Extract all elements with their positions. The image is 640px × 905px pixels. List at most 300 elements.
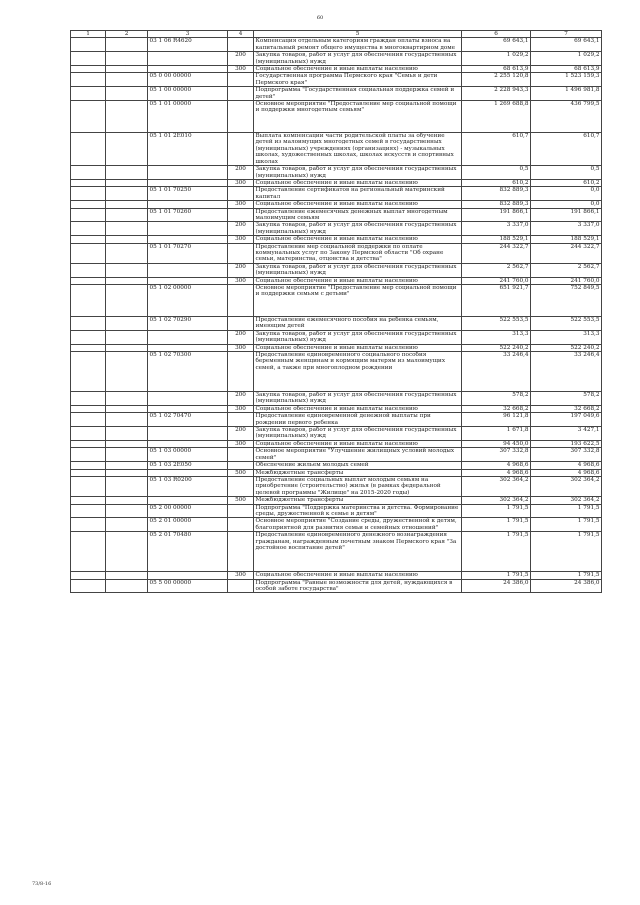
cell-col-1 — [71, 497, 106, 504]
table-row — [71, 208, 602, 222]
cell-amount-2: 241 760,0 — [531, 277, 602, 284]
cell-col-2 — [106, 330, 148, 344]
cell-expense-type: 300 — [228, 344, 254, 351]
cell-target-code: 05 5 00 00000 — [148, 579, 228, 593]
cell-amount-2: 313,3 — [531, 330, 602, 344]
cell-amount-1: 3 337,0 — [462, 222, 531, 236]
table-header-row — [71, 31, 602, 38]
cell-col-2 — [106, 243, 148, 263]
table-row — [71, 330, 602, 344]
cell-col-2 — [106, 38, 148, 52]
cell-target-code — [148, 179, 228, 186]
cell-expense-type — [228, 285, 254, 317]
cell-name: Предоставление сертификатов на региональный материнский капитал — [254, 187, 462, 201]
cell-amount-2: 0,0 — [531, 201, 602, 208]
cell-col-2 — [106, 52, 148, 66]
cell-target-code: 03 1 06 R4620 — [148, 38, 228, 52]
cell-expense-type — [228, 187, 254, 201]
table-row — [71, 476, 602, 496]
cell-expense-type — [228, 243, 254, 263]
cell-amount-2: 1 791,5 — [531, 504, 602, 518]
cell-amount-2: 244 322,7 — [531, 243, 602, 263]
cell-col-1 — [71, 263, 106, 277]
cell-expense-type: 300 — [228, 405, 254, 412]
cell-name: Закупка товаров, работ и услуг для обеспечения государственных (муниципальных) нужд — [254, 427, 462, 441]
cell-amount-1: 578,2 — [462, 392, 531, 406]
cell-amount-2: 188 529,1 — [531, 236, 602, 243]
cell-amount-2: 2 562,7 — [531, 263, 602, 277]
cell-amount-1: 832 889,3 — [462, 201, 531, 208]
cell-target-code — [148, 166, 228, 180]
cell-col-2 — [106, 277, 148, 284]
cell-col-1 — [71, 462, 106, 469]
cell-amount-1: 188 529,1 — [462, 236, 531, 243]
document-code: 73/8-16 — [32, 881, 52, 887]
cell-col-2 — [106, 392, 148, 406]
cell-expense-type — [228, 87, 254, 101]
cell-expense-type — [228, 579, 254, 593]
cell-col-1 — [71, 236, 106, 243]
cell-amount-2: 1 791,5 — [531, 572, 602, 579]
cell-name: Предоставление ежемесячных денежных выплат многодетным малоимущим семьям — [254, 208, 462, 222]
cell-amount-1: 313,3 — [462, 330, 531, 344]
cell-col-2 — [106, 179, 148, 186]
cell-target-code: 05 1 03 R0200 — [148, 476, 228, 496]
cell-col-2 — [106, 405, 148, 412]
cell-col-1 — [71, 440, 106, 447]
cell-col-1 — [71, 73, 106, 87]
cell-name: Основное мероприятие "Улучшение жилищных условий молодых семей" — [254, 448, 462, 462]
cell-amount-1: 1 269 688,8 — [462, 101, 531, 133]
cell-amount-1: 94 450,0 — [462, 440, 531, 447]
cell-col-1 — [71, 277, 106, 284]
cell-col-1 — [71, 330, 106, 344]
cell-col-1 — [71, 243, 106, 263]
cell-name: Предоставление единовременного денежного вознаграждения гражданам, награжденным почетным знаком Пермского края "За достойное воспитание детей" — [254, 532, 462, 572]
cell-name: Подпрограмма "Равные возможности для детей, нуждающихся в особой заботе государства" — [254, 579, 462, 593]
table-row — [71, 518, 602, 532]
cell-amount-1: 1 791,5 — [462, 518, 531, 532]
cell-col-1 — [71, 469, 106, 476]
cell-expense-type — [228, 317, 254, 331]
cell-expense-type — [228, 462, 254, 469]
column-header-4: 4 — [228, 31, 254, 38]
cell-name: Закупка товаров, работ и услуг для обеспечения государственных (муниципальных) нужд — [254, 330, 462, 344]
cell-amount-2: 610,2 — [531, 179, 602, 186]
column-header-2: 2 — [106, 31, 148, 38]
cell-target-code: 05 1 03 00000 — [148, 448, 228, 462]
cell-expense-type: 200 — [228, 392, 254, 406]
cell-amount-1: 4 968,6 — [462, 469, 531, 476]
cell-col-2 — [106, 413, 148, 427]
cell-amount-2: 522 240,2 — [531, 344, 602, 351]
cell-name: Социальное обеспечение и иные выплаты населению — [254, 236, 462, 243]
cell-name: Закупка товаров, работ и услуг для обеспечения государственных (муниципальных) нужд — [254, 166, 462, 180]
cell-target-code — [148, 392, 228, 406]
cell-expense-type — [228, 504, 254, 518]
page-number: 60 — [316, 15, 324, 21]
cell-expense-type — [228, 101, 254, 133]
cell-amount-2: 3 337,0 — [531, 222, 602, 236]
cell-target-code — [148, 263, 228, 277]
cell-amount-1: 1 029,2 — [462, 52, 531, 66]
cell-col-2 — [106, 440, 148, 447]
cell-col-1 — [71, 344, 106, 351]
cell-target-code — [148, 52, 228, 66]
cell-col-1 — [71, 208, 106, 222]
cell-amount-2: 32 668,2 — [531, 405, 602, 412]
cell-target-code: 05 1 02 70290 — [148, 317, 228, 331]
cell-col-1 — [71, 285, 106, 317]
cell-col-2 — [106, 66, 148, 73]
cell-target-code — [148, 344, 228, 351]
cell-amount-2: 610,7 — [531, 133, 602, 166]
cell-expense-type — [228, 476, 254, 496]
table-row — [71, 352, 602, 392]
cell-target-code: 05 0 00 00000 — [148, 73, 228, 87]
table-row — [71, 222, 602, 236]
table-row — [71, 469, 602, 476]
cell-amount-2: 4 968,6 — [531, 469, 602, 476]
table-row — [71, 133, 602, 166]
cell-target-code: 05 1 01 70250 — [148, 187, 228, 201]
cell-col-1 — [71, 222, 106, 236]
cell-col-1 — [71, 317, 106, 331]
cell-target-code: 05 1 01 70260 — [148, 208, 228, 222]
cell-col-2 — [106, 572, 148, 579]
cell-expense-type: 300 — [228, 236, 254, 243]
cell-amount-2: 302 364,2 — [531, 497, 602, 504]
cell-name: Социальное обеспечение и иные выплаты населению — [254, 405, 462, 412]
cell-amount-1: 4 968,6 — [462, 462, 531, 469]
cell-amount-1: 610,7 — [462, 133, 531, 166]
cell-amount-2: 1 791,5 — [531, 532, 602, 572]
cell-expense-type — [228, 38, 254, 52]
table-row — [71, 448, 602, 462]
cell-name: Компенсация отдельным категориям граждан оплаты взноса на капитальный ремонт общего имущества в многоквартирном доме — [254, 38, 462, 52]
cell-col-2 — [106, 222, 148, 236]
cell-expense-type — [228, 73, 254, 87]
table-row — [71, 572, 602, 579]
cell-amount-2: 0,5 — [531, 166, 602, 180]
cell-expense-type — [228, 208, 254, 222]
cell-expense-type: 200 — [228, 330, 254, 344]
cell-target-code — [148, 236, 228, 243]
cell-col-1 — [71, 572, 106, 579]
cell-amount-1: 651 921,7 — [462, 285, 531, 317]
cell-target-code: 05 1 02 70470 — [148, 413, 228, 427]
cell-col-2 — [106, 579, 148, 593]
cell-target-code: 05 1 02 00000 — [148, 285, 228, 317]
cell-expense-type: 500 — [228, 469, 254, 476]
cell-name: Обеспечение жильем молодых семей — [254, 462, 462, 469]
cell-expense-type: 200 — [228, 427, 254, 441]
table-row — [71, 317, 602, 331]
cell-name: Предоставление единовременного социального пособия беременным женщинам и кормящим матерям из малоимущих семей, а также при многоплодном рождении — [254, 352, 462, 392]
cell-amount-1: 241 760,0 — [462, 277, 531, 284]
column-header-5: 5 — [254, 31, 462, 38]
cell-amount-1: 1 791,5 — [462, 532, 531, 572]
cell-expense-type: 300 — [228, 572, 254, 579]
cell-col-1 — [71, 579, 106, 593]
cell-col-2 — [106, 101, 148, 133]
cell-amount-1: 69 643,1 — [462, 38, 531, 52]
cell-col-2 — [106, 518, 148, 532]
cell-amount-2: 1 791,5 — [531, 518, 602, 532]
cell-amount-2: 436 799,5 — [531, 101, 602, 133]
cell-col-2 — [106, 344, 148, 351]
cell-col-2 — [106, 187, 148, 201]
cell-target-code — [148, 222, 228, 236]
cell-col-1 — [71, 352, 106, 392]
cell-name: Предоставление социальных выплат молодым семьям на приобретение (строительство) жилья (в рамках федеральной целевой программы "Жилище" на 2015-2020 годы) — [254, 476, 462, 496]
cell-name: Межбюджетные трансферты — [254, 469, 462, 476]
cell-expense-type — [228, 413, 254, 427]
table-body — [71, 38, 602, 593]
table-row — [71, 73, 602, 87]
cell-amount-1: 1 791,5 — [462, 504, 531, 518]
cell-amount-2: 191 866,1 — [531, 208, 602, 222]
table-row — [71, 187, 602, 201]
table-row — [71, 413, 602, 427]
cell-target-code — [148, 330, 228, 344]
cell-amount-1: 522 240,2 — [462, 344, 531, 351]
cell-col-1 — [71, 187, 106, 201]
cell-name: Основное мероприятие "Предоставление мер социальной помощи и поддержки многодетным семьям" — [254, 101, 462, 133]
cell-col-1 — [71, 101, 106, 133]
cell-amount-2: 752 849,5 — [531, 285, 602, 317]
cell-name: Закупка товаров, работ и услуг для обеспечения государственных (муниципальных) нужд — [254, 52, 462, 66]
cell-amount-1: 610,2 — [462, 179, 531, 186]
cell-col-2 — [106, 73, 148, 87]
cell-col-2 — [106, 263, 148, 277]
cell-amount-2: 302 364,2 — [531, 476, 602, 496]
cell-expense-type — [228, 448, 254, 462]
cell-col-2 — [106, 469, 148, 476]
cell-amount-1: 2 228 943,3 — [462, 87, 531, 101]
cell-col-1 — [71, 427, 106, 441]
cell-expense-type: 300 — [228, 277, 254, 284]
cell-amount-1: 302 364,2 — [462, 497, 531, 504]
column-header-6: 6 — [462, 31, 531, 38]
cell-name: Подпрограмма "Государственная социальная поддержка семей и детей" — [254, 87, 462, 101]
cell-target-code: 05 2 01 00000 — [148, 518, 228, 532]
table-row — [71, 392, 602, 406]
cell-target-code — [148, 277, 228, 284]
cell-col-1 — [71, 87, 106, 101]
cell-target-code — [148, 201, 228, 208]
cell-amount-2: 522 553,5 — [531, 317, 602, 331]
cell-amount-1: 2 255 120,8 — [462, 73, 531, 87]
cell-name: Закупка товаров, работ и услуг для обеспечения государственных (муниципальных) нужд — [254, 263, 462, 277]
cell-col-2 — [106, 208, 148, 222]
cell-expense-type — [228, 352, 254, 392]
table-row — [71, 236, 602, 243]
cell-name: Государственная программа Пермского края "Семья и дети Пермского края" — [254, 73, 462, 87]
table-row — [71, 87, 602, 101]
cell-expense-type: 200 — [228, 166, 254, 180]
table-row — [71, 405, 602, 412]
cell-col-1 — [71, 392, 106, 406]
cell-col-2 — [106, 462, 148, 469]
column-header-1: 1 — [71, 31, 106, 38]
cell-amount-2: 33 246,4 — [531, 352, 602, 392]
cell-expense-type: 500 — [228, 497, 254, 504]
cell-col-2 — [106, 497, 148, 504]
cell-col-2 — [106, 87, 148, 101]
cell-col-1 — [71, 405, 106, 412]
cell-amount-1: 68 613,9 — [462, 66, 531, 73]
cell-col-1 — [71, 518, 106, 532]
cell-col-1 — [71, 504, 106, 518]
cell-amount-1: 522 553,5 — [462, 317, 531, 331]
cell-col-2 — [106, 427, 148, 441]
cell-expense-type: 200 — [228, 222, 254, 236]
cell-target-code: 05 2 01 70480 — [148, 532, 228, 572]
table-row — [71, 579, 602, 593]
cell-amount-2: 1 029,2 — [531, 52, 602, 66]
cell-col-1 — [71, 413, 106, 427]
table-row — [71, 285, 602, 317]
cell-target-code: 05 1 02 70300 — [148, 352, 228, 392]
cell-amount-1: 96 121,8 — [462, 413, 531, 427]
table-row — [71, 263, 602, 277]
cell-target-code: 05 1 01 2Е010 — [148, 133, 228, 166]
cell-amount-1: 0,5 — [462, 166, 531, 180]
cell-name: Социальное обеспечение и иные выплаты населению — [254, 572, 462, 579]
cell-target-code — [148, 572, 228, 579]
cell-target-code: 05 1 00 00000 — [148, 87, 228, 101]
cell-col-1 — [71, 166, 106, 180]
cell-expense-type — [228, 133, 254, 166]
cell-amount-1: 302 364,2 — [462, 476, 531, 496]
cell-name: Социальное обеспечение и иные выплаты населению — [254, 66, 462, 73]
cell-col-1 — [71, 532, 106, 572]
table-row — [71, 38, 602, 52]
cell-amount-2: 68 613,9 — [531, 66, 602, 73]
cell-target-code — [148, 497, 228, 504]
cell-amount-2: 578,2 — [531, 392, 602, 406]
cell-col-1 — [71, 448, 106, 462]
cell-target-code — [148, 440, 228, 447]
cell-expense-type: 200 — [228, 52, 254, 66]
cell-amount-2: 197 049,6 — [531, 413, 602, 427]
table-row — [71, 462, 602, 469]
cell-amount-2: 24 386,0 — [531, 579, 602, 593]
cell-expense-type: 200 — [228, 263, 254, 277]
cell-amount-1: 307 332,8 — [462, 448, 531, 462]
cell-name: Выплата компенсации части родительской платы за обучение детей из малоимущих многодетных семей в государственных (муниципальных) учреждениях (организациях) - музыкальных школах, художественных школах, школах искусств и спортивных школах — [254, 133, 462, 166]
table-row — [71, 440, 602, 447]
cell-col-1 — [71, 133, 106, 166]
cell-amount-1: 244 322,7 — [462, 243, 531, 263]
cell-col-2 — [106, 317, 148, 331]
cell-target-code — [148, 427, 228, 441]
cell-amount-2: 69 643,1 — [531, 38, 602, 52]
table-row — [71, 201, 602, 208]
cell-target-code: 05 1 01 00000 — [148, 101, 228, 133]
cell-target-code — [148, 405, 228, 412]
cell-name: Предоставление единовременной денежной выплаты при рождении первого ребенка — [254, 413, 462, 427]
cell-target-code: 05 1 01 70270 — [148, 243, 228, 263]
table-row — [71, 427, 602, 441]
cell-col-2 — [106, 476, 148, 496]
cell-col-2 — [106, 133, 148, 166]
column-header-3: 3 — [148, 31, 228, 38]
cell-amount-1: 2 562,7 — [462, 263, 531, 277]
cell-target-code: 05 1 03 2Е050 — [148, 462, 228, 469]
cell-amount-2: 1 523 159,3 — [531, 73, 602, 87]
cell-target-code — [148, 469, 228, 476]
cell-name: Социальное обеспечение и иные выплаты населению — [254, 179, 462, 186]
cell-col-2 — [106, 504, 148, 518]
cell-amount-1: 33 246,4 — [462, 352, 531, 392]
table-row — [71, 166, 602, 180]
cell-name: Подпрограмма "Поддержка материнства и детства. Формирование среды, дружественной к семье и детям" — [254, 504, 462, 518]
table-row — [71, 497, 602, 504]
cell-amount-1: 24 386,0 — [462, 579, 531, 593]
cell-expense-type: 300 — [228, 179, 254, 186]
table-row — [71, 66, 602, 73]
cell-expense-type — [228, 532, 254, 572]
cell-name: Закупка товаров, работ и услуг для обеспечения государственных (муниципальных) нужд — [254, 222, 462, 236]
cell-amount-1: 191 866,1 — [462, 208, 531, 222]
cell-expense-type: 300 — [228, 66, 254, 73]
table-row — [71, 52, 602, 66]
table-row — [71, 243, 602, 263]
cell-name: Социальное обеспечение и иные выплаты населению — [254, 201, 462, 208]
cell-col-1 — [71, 38, 106, 52]
cell-target-code — [148, 66, 228, 73]
cell-col-2 — [106, 236, 148, 243]
cell-col-2 — [106, 166, 148, 180]
table-row — [71, 179, 602, 186]
cell-expense-type: 300 — [228, 201, 254, 208]
cell-name: Основное мероприятие "Создание среды, дружественной к детям, благоприятной для развития семьи и семейных отношений" — [254, 518, 462, 532]
table-row — [71, 344, 602, 351]
cell-col-1 — [71, 201, 106, 208]
cell-name: Предоставление мер социальной поддержки по оплате коммунальных услуг по Закону Пермской области "Об охране семьи, материнства, отцовства и детства" — [254, 243, 462, 263]
cell-amount-2: 4 968,6 — [531, 462, 602, 469]
cell-name: Социальное обеспечение и иные выплаты населению — [254, 344, 462, 351]
cell-amount-1: 1 791,5 — [462, 572, 531, 579]
table-row — [71, 532, 602, 572]
cell-col-2 — [106, 201, 148, 208]
cell-name: Предоставление ежемесячного пособия на ребенка семьям, имеющим детей — [254, 317, 462, 331]
cell-name: Социальное обеспечение и иные выплаты населению — [254, 277, 462, 284]
budget-table — [70, 30, 602, 593]
cell-amount-1: 32 668,2 — [462, 405, 531, 412]
cell-amount-1: 832 889,3 — [462, 187, 531, 201]
cell-amount-2: 307 332,8 — [531, 448, 602, 462]
cell-col-1 — [71, 179, 106, 186]
cell-name: Социальное обеспечение и иные выплаты населению — [254, 440, 462, 447]
cell-name: Межбюджетные трансферты — [254, 497, 462, 504]
cell-amount-1: 1 671,8 — [462, 427, 531, 441]
cell-col-2 — [106, 448, 148, 462]
cell-name: Основное мероприятие "Предоставление мер социальной помощи и поддержки семьям с детьми" — [254, 285, 462, 317]
cell-col-1 — [71, 66, 106, 73]
cell-name: Закупка товаров, работ и услуг для обеспечения государственных (муниципальных) нужд — [254, 392, 462, 406]
cell-amount-2: 0,0 — [531, 187, 602, 201]
table-row — [71, 504, 602, 518]
column-header-7: 7 — [531, 31, 602, 38]
cell-expense-type: 300 — [228, 440, 254, 447]
cell-amount-2: 3 427,1 — [531, 427, 602, 441]
cell-target-code: 05 2 00 00000 — [148, 504, 228, 518]
table-row — [71, 101, 602, 133]
cell-amount-2: 1 496 981,8 — [531, 87, 602, 101]
